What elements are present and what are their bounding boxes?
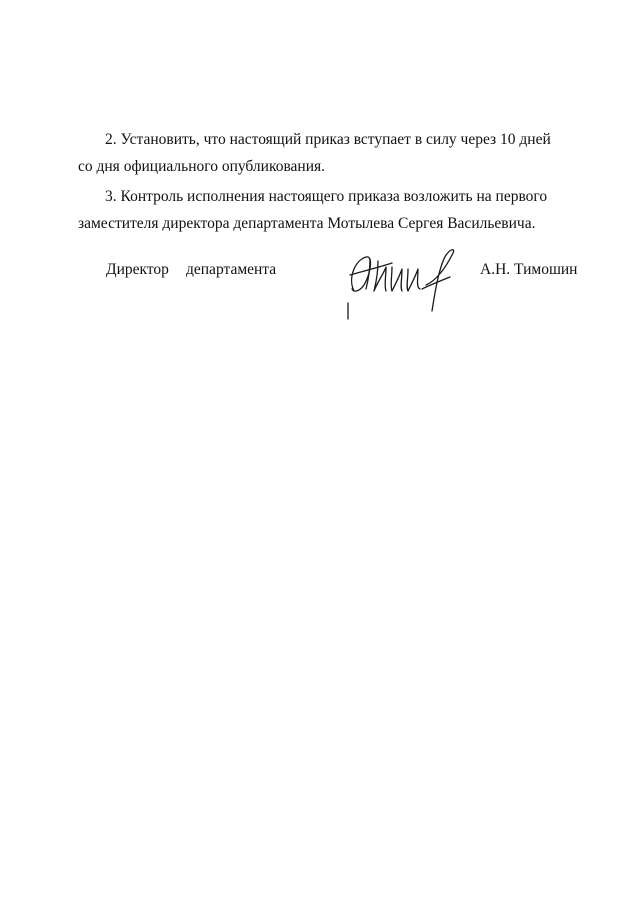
paragraph-2 — [78, 126, 578, 180]
paragraph-2-line-2: со дня официального опубликования. — [78, 158, 326, 175]
signer-position-word-2: департамента — [186, 261, 277, 278]
paragraph-3-line-1: 3. Контроль исполнения настоящего приказа возложить на первого — [105, 188, 548, 205]
signer-name: А.Н. Тимошин — [480, 261, 578, 278]
handwritten-signature — [340, 245, 470, 335]
signature-block — [0, 257, 640, 337]
signer-position-word-1: Директор — [106, 261, 169, 278]
document-body — [78, 126, 578, 240]
paragraph-3-line-2: заместителя директора департамента Мотылева Сергея Васильевича. — [78, 215, 536, 232]
paragraph-3 — [78, 183, 578, 237]
paragraph-2-line-1: 2. Установить, что настоящий приказ вступает в силу через 10 дней — [105, 131, 551, 148]
